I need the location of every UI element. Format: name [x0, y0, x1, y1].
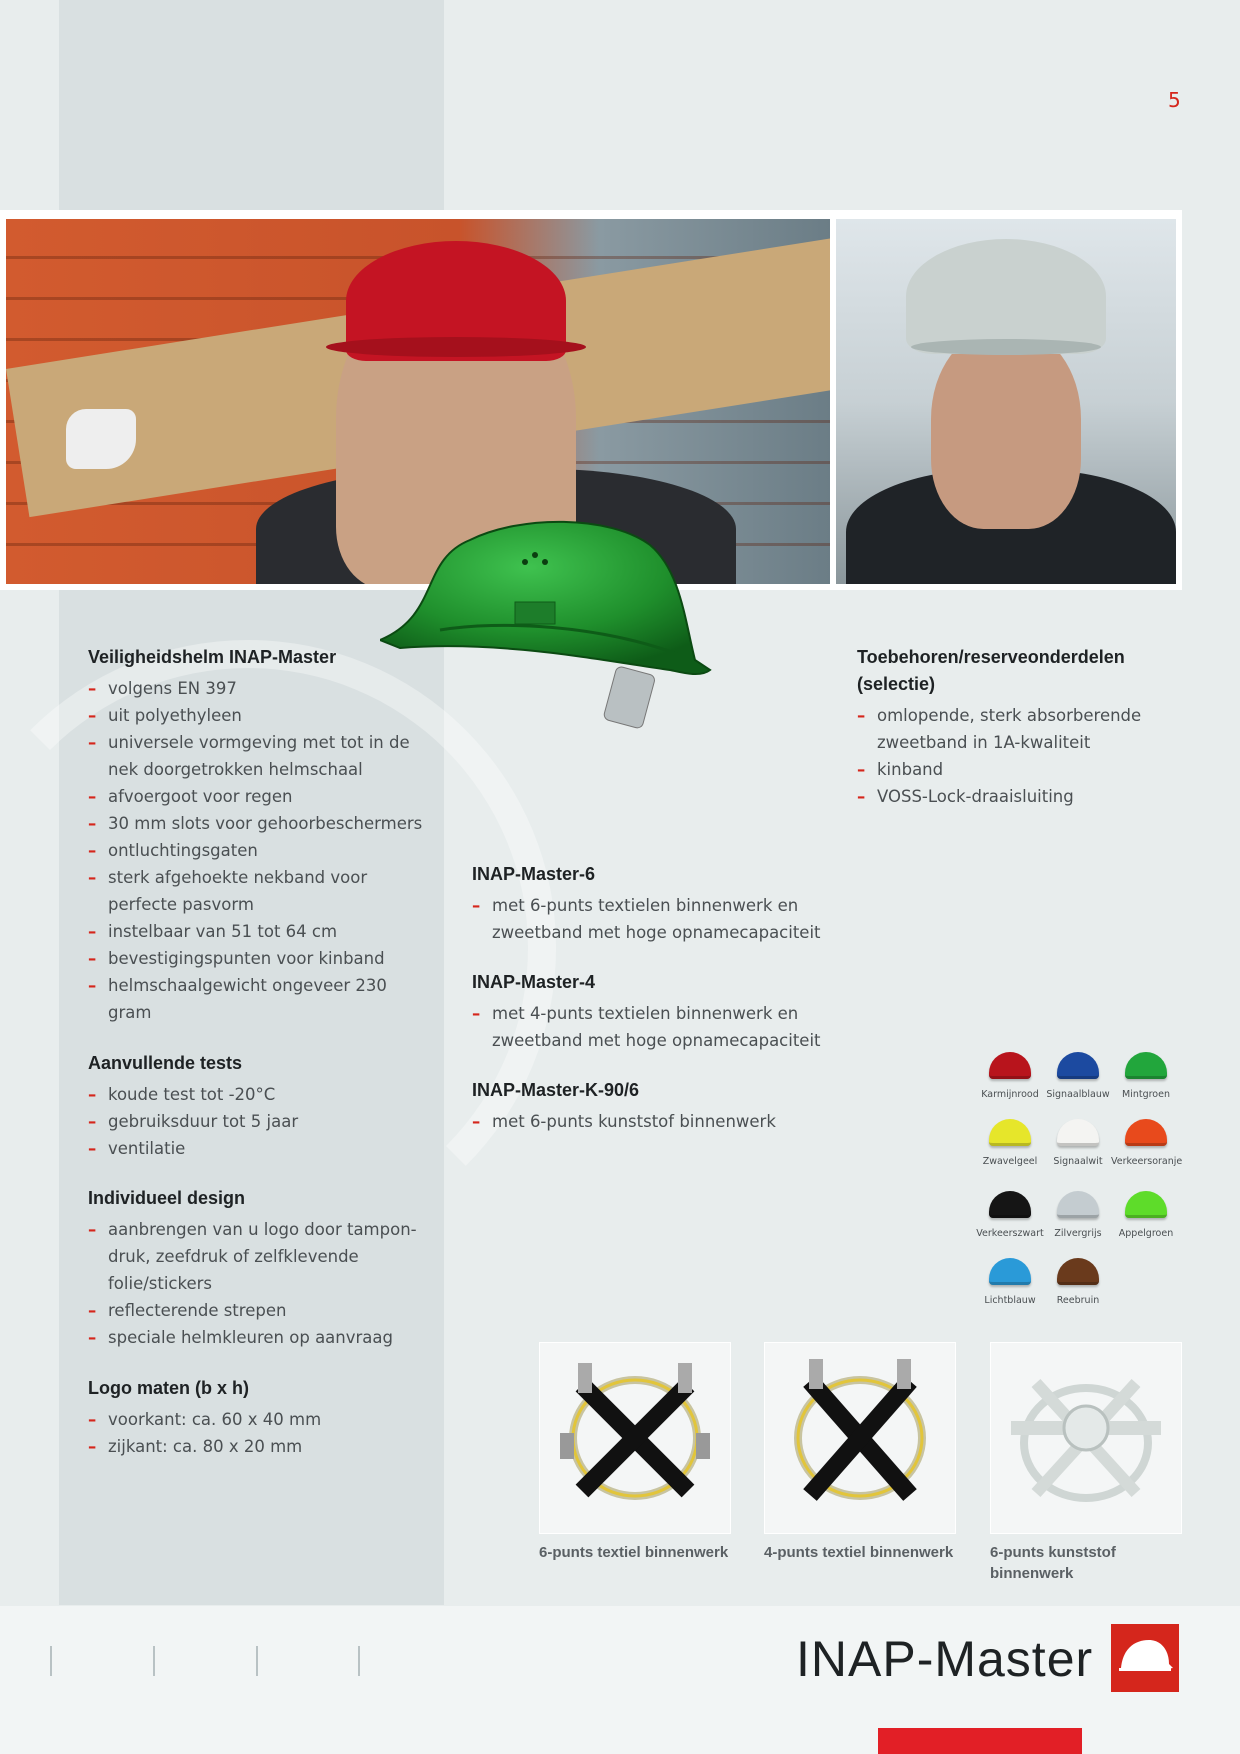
helmet-swatch-icon [1125, 1119, 1167, 1146]
color-name: Lichtblauw [984, 1295, 1036, 1306]
footer-divider [153, 1646, 155, 1676]
color-swatch [1043, 1258, 1113, 1306]
section-title: INAP-Master-4 [472, 972, 596, 992]
glove [66, 409, 136, 469]
section-title: Aanvullende tests [88, 1053, 243, 1073]
section-master4 [472, 969, 822, 1054]
section-title: Toebehoren/reserveonderdelen (selectie) [857, 647, 1125, 694]
helmet-swatch-icon [1057, 1191, 1099, 1218]
list-item: – kinband [857, 756, 1177, 783]
footer-divider [358, 1646, 360, 1676]
insert-caption: 4-punts textiel binnenwerk [764, 1544, 954, 1561]
list-item: – met 6-punts kunststof binnenwerk [472, 1108, 822, 1135]
helmet-swatch-icon [1125, 1191, 1167, 1218]
section-title: Logo maten (b x h) [88, 1378, 249, 1398]
list-item: – speciale helmkleuren op aanvraag [88, 1324, 428, 1351]
feature-list [88, 675, 428, 1026]
feature-list [857, 702, 1177, 810]
color-name: Reebruin [1056, 1295, 1100, 1306]
textile-harness-icon [540, 1343, 730, 1533]
green-helmet-icon [380, 520, 780, 810]
page-number: 5 [1168, 88, 1181, 112]
feature-list [88, 1081, 428, 1162]
list-item: – met 6-punts textielen binnenwerk en zweetband met hoge opnamecapaciteit [472, 892, 822, 946]
color-name: Mintgroen [1122, 1089, 1170, 1100]
color-name: Verkeerszwart [976, 1228, 1044, 1239]
footer-divider [50, 1646, 52, 1676]
list-item: – omlopende, sterk absorberende zweetband in 1A-kwaliteit [857, 702, 1177, 756]
section-accessories [857, 644, 1177, 810]
insert-caption: 6-punts kunststof binnenwerk [990, 1544, 1116, 1582]
color-swatch [1111, 1119, 1181, 1167]
white-helmet-icon [906, 239, 1106, 354]
helmet-logo-icon [1111, 1624, 1179, 1692]
footer-divider [256, 1646, 258, 1676]
section-title: Veiligheidshelm INAP-Master [88, 647, 337, 667]
list-item: – volgens EN 397 [88, 675, 428, 702]
section-title: INAP-Master-6 [472, 864, 596, 884]
list-item: – ontluchtingsgaten [88, 837, 428, 864]
photo-worker-white-helmet [836, 219, 1176, 584]
list-item: – reflecterende strepen [88, 1297, 428, 1324]
color-swatch [975, 1119, 1045, 1167]
feature-list [472, 1000, 822, 1054]
color-swatch [1111, 1052, 1181, 1100]
list-item: – 30 mm slots voor gehoorbeschermers [88, 810, 428, 837]
insert-caption: 6-punts textiel binnenwerk [539, 1544, 729, 1561]
insert-6-point-plastic [990, 1342, 1182, 1534]
helmet-swatch-icon [989, 1191, 1031, 1218]
textile-harness-icon [765, 1343, 955, 1533]
list-item: – uit polyethyleen [88, 702, 428, 729]
color-swatch [1111, 1191, 1181, 1239]
section-design [88, 1185, 428, 1351]
brand-name: INAP-Master [796, 1631, 1094, 1687]
feature-list [472, 1108, 822, 1135]
helmet-swatch-icon [989, 1258, 1031, 1285]
section-helmet [88, 644, 428, 1026]
section-logo [88, 1375, 428, 1460]
list-item: – sterk afgehoekte nekband voor perfecte pasvorm [88, 864, 428, 918]
section-title: INAP-Master-K-90/6 [472, 1080, 640, 1100]
section-tests [88, 1050, 428, 1162]
color-name: Signaalwit [1053, 1156, 1103, 1167]
helmet-swatch-icon [989, 1119, 1031, 1146]
color-name: Karmijnrood [981, 1089, 1039, 1100]
color-swatch [1043, 1191, 1113, 1239]
insert-4-point-textile [764, 1342, 956, 1534]
section-title: Individueel design [88, 1188, 246, 1208]
worker-face [931, 329, 1081, 529]
feature-list [472, 892, 822, 946]
color-swatch [975, 1258, 1045, 1306]
list-item: – universele vormgeving met tot in de nek doorgetrokken helmschaal [88, 729, 428, 783]
helmet-swatch-icon [1057, 1258, 1099, 1285]
helmet-swatch-icon [1057, 1052, 1099, 1079]
feature-list [88, 1406, 428, 1460]
color-name: Zilvergrijs [1054, 1228, 1102, 1239]
helmet-swatch-icon [989, 1052, 1031, 1079]
color-swatch [975, 1052, 1045, 1100]
color-name: Verkeersoranje [1111, 1156, 1183, 1167]
section-master6 [472, 861, 822, 946]
list-item: – bevestigingspunten voor kinband [88, 945, 428, 972]
footer-accent-bar [878, 1728, 1082, 1754]
color-name: Appelgroen [1118, 1228, 1174, 1239]
color-swatch [1043, 1119, 1113, 1167]
list-item: – gebruiksduur tot 5 jaar [88, 1108, 428, 1135]
list-item: – VOSS-Lock-draaisluiting [857, 783, 1177, 810]
helmet-swatch-icon [1057, 1119, 1099, 1146]
list-item: – aanbrengen van u logo door tampon-druk, zeefdruk of zelfklevende folie/stickers [88, 1216, 428, 1297]
color-name: Signaalblauw [1046, 1089, 1110, 1100]
color-swatch [1043, 1052, 1113, 1100]
color-swatch [975, 1191, 1045, 1239]
list-item: – ventilatie [88, 1135, 428, 1162]
list-item: – voorkant: ca. 60 x 40 mm [88, 1406, 428, 1433]
list-item: – koude test tot -20°C [88, 1081, 428, 1108]
white-helmet-brim [911, 339, 1101, 355]
plastic-harness-icon [991, 1343, 1181, 1533]
feature-list [88, 1216, 428, 1351]
section-master-k [472, 1077, 822, 1135]
helmet-swatch-icon [1125, 1052, 1167, 1079]
insert-6-point-textile [539, 1342, 731, 1534]
list-item: – instelbaar van 51 tot 64 cm [88, 918, 428, 945]
color-name: Zwavelgeel [982, 1156, 1038, 1167]
list-item: – helmschaalgewicht ongeveer 230 gram [88, 972, 428, 1026]
list-item: – zijkant: ca. 80 x 20 mm [88, 1433, 428, 1460]
list-item: – afvoergoot voor regen [88, 783, 428, 810]
red-helmet-brim [326, 337, 586, 357]
list-item: – met 4-punts textielen binnenwerk en zweetband met hoge opnamecapaciteit [472, 1000, 822, 1054]
